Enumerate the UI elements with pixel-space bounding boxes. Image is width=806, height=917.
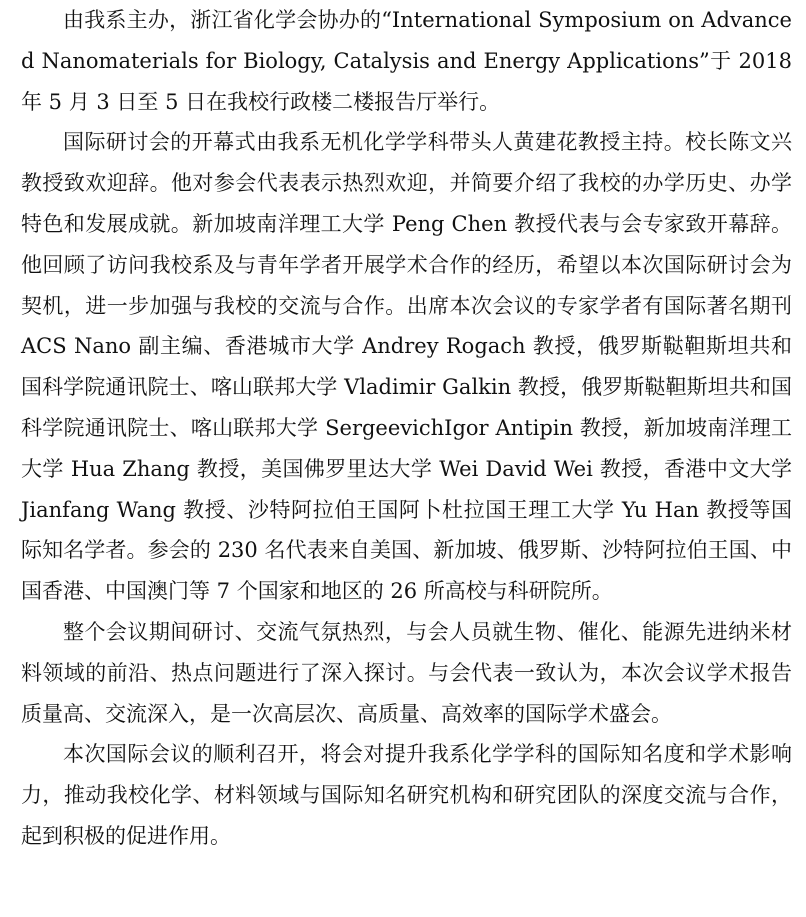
paragraph-discussion: 整个会议期间研讨、交流气氛热烈，与会人员就生物、催化、能源先进纳米材料领域的前沿、热点问题进行了深入探讨。与会代表一致认为，本次会议学术报告质量高、交流深入，是一次高层次、高质量、高效率的国际学术盛会。 xyxy=(21,619,792,726)
paragraph-symposium-intro: 由我系主办，浙江省化学会协办的“International Symposium on Advanced Nanomaterials for Biology, Catalysis and Energy Applications”于 2018 年 5 月 3 日至 5 日在我校行政楼二楼报告厅举行。 xyxy=(21,8,792,114)
paragraph-opening-ceremony: 国际研讨会的开幕式由我系无机化学学科带头人黄建花教授主持。校长陈文兴教授致欢迎辞。他对参会代表表示热烈欢迎，并简要介绍了我校的办学历史、办学特色和发展成就。新加坡南洋理工大学 Peng Chen 教授代表与会专家致开幕辞。他回顾了访问我校系及与青年学者开展学术合作的经历，希望以本次国际研讨会为契机，进一步加强与我校的交流与合作。出席本次会议的专家学者有国际著名期刊 ACS Nano 副主编、香港城市大学 Andrey Rogach 教授，俄罗斯鞑靼斯坦共和国科学院通讯院士、喀山联邦大学 Vladimir Galkin 教授，俄罗斯鞑靼斯坦共和国科学院通讯院士、喀山联邦大学 SergeevichIgor Antipin 教授，新加坡南洋理工大学 Hua Zhang 教授，美国佛罗里达大学 Wei David Wei 教授，香港中文大学 Jianfang Wang 教授、沙特阿拉伯王国阿卜杜拉国王理工大学 Yu Han 教授等国际知名学者。参会的 230 名代表来自美国、新加坡、俄罗斯、沙特阿拉伯王国、中国香港、中国澳门等 7 个国家和地区的 26 所高校与科研院所。 xyxy=(21,130,792,604)
paragraph-conclusion: 本次国际会议的顺利召开，将会对提升我系化学学科的国际知名度和学术影响力，推动我校化学、材料领域与国际知名研究机构和研究团队的深度交流与合作，起到积极的促进作用。 xyxy=(21,742,792,848)
